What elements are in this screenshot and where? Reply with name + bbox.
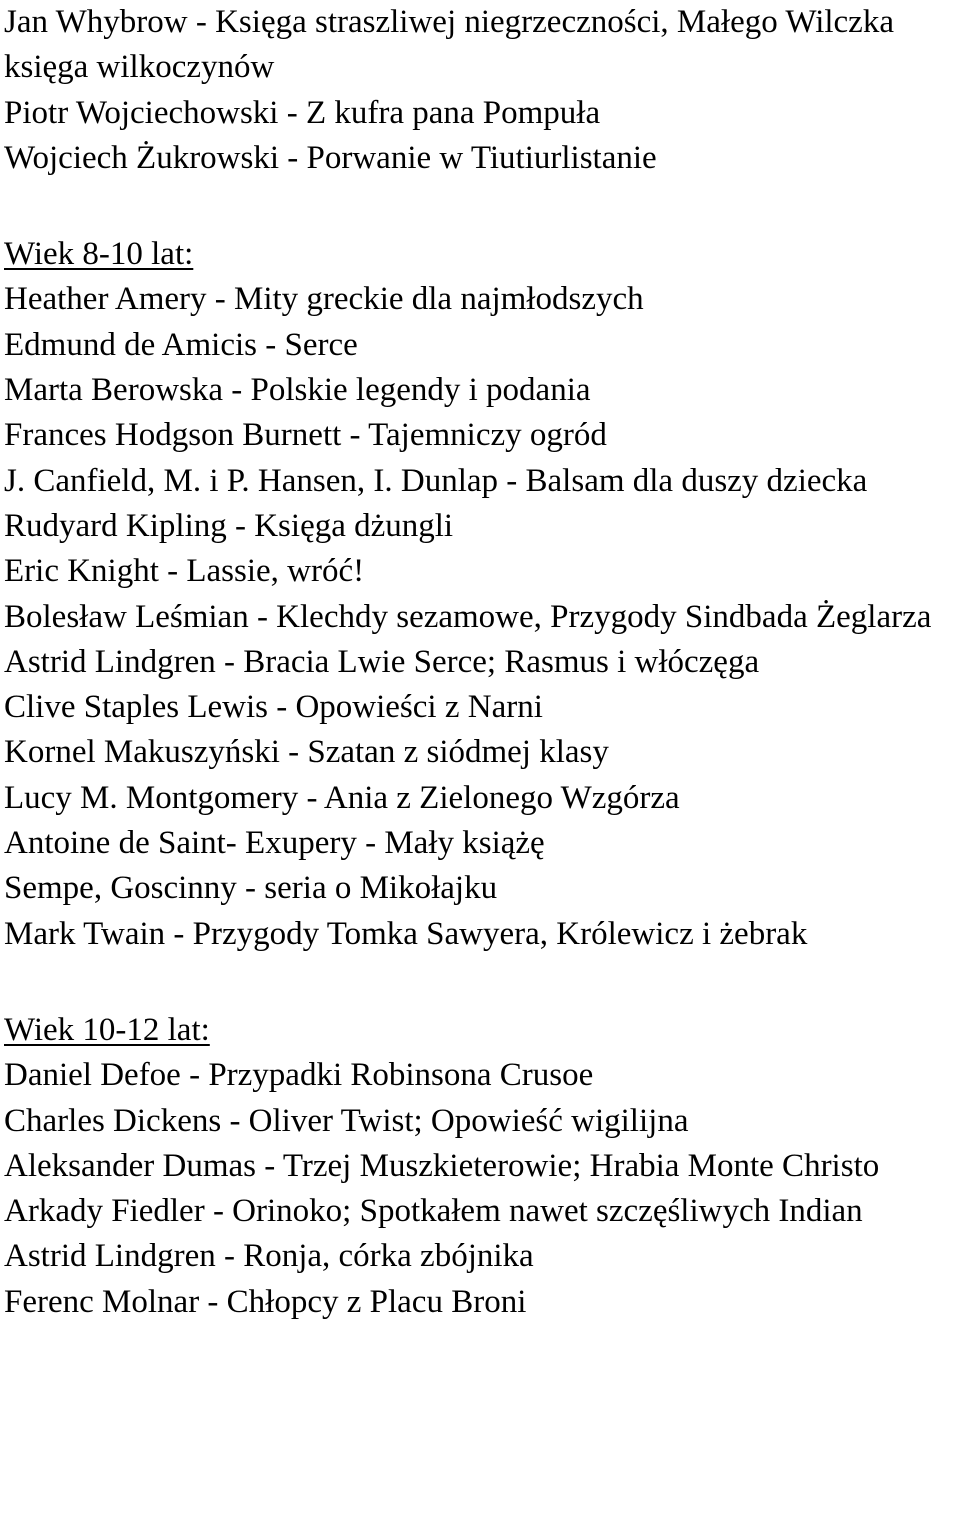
- section-age-10-12: [4, 1008, 956, 1325]
- section-heading: Wiek 8-10 lat:: [4, 236, 194, 273]
- list-item: Astrid Lindgren - Ronja, córka zbójnika: [4, 1238, 534, 1275]
- list-item: Piotr Wojciechowski - Z kufra pana Pompuła: [4, 94, 601, 131]
- list-item: Bolesław Leśmian - Klechdy sezamowe, Przygody Sindbada Żeglarza: [4, 598, 932, 635]
- list-item: Wojciech Żukrowski - Porwanie w Tiutiurlistanie: [4, 139, 657, 176]
- section-age-8-10: [4, 232, 956, 957]
- list-item: Arkady Fiedler - Orinoko; Spotkałem nawet szczęśliwych Indian: [4, 1193, 863, 1230]
- list-item: J. Canfield, M. i P. Hansen, I. Dunlap - Balsam dla duszy dziecka: [4, 462, 868, 499]
- list-item: Aleksander Dumas - Trzej Muszkieterowie; Hrabia Monte Christo: [4, 1147, 880, 1184]
- list-item: Kornel Makuszyński - Szatan z siódmej klasy: [4, 734, 609, 771]
- list-item: Lucy M. Montgomery - Ania z Zielonego Wzgórza: [4, 779, 680, 816]
- list-item: Eric Knight - Lassie, wróć!: [4, 553, 365, 590]
- list-item: Heather Amery - Mity greckie dla najmłodszych: [4, 281, 644, 318]
- list-item: Daniel Defoe - Przypadki Robinsona Crusoe: [4, 1057, 594, 1094]
- list-item: Astrid Lindgren - Bracia Lwie Serce; Rasmus i włóczęga: [4, 643, 760, 680]
- section-heading: Wiek 10-12 lat:: [4, 1011, 210, 1048]
- intro-list: [4, 0, 956, 181]
- list-item: Rudyard Kipling - Księga dżungli: [4, 507, 454, 544]
- list-item: Mark Twain - Przygody Tomka Sawyera, Królewicz i żebrak: [4, 915, 808, 952]
- list-item: Edmund de Amicis - Serce: [4, 326, 358, 363]
- list-item: Ferenc Molnar - Chłopcy z Placu Broni: [4, 1283, 527, 1320]
- list-item: Frances Hodgson Burnett - Tajemniczy ogród: [4, 417, 607, 454]
- list-item: Jan Whybrow - Księga straszliwej niegrzeczności, Małego Wilczka księga wilkoczynów: [4, 4, 894, 86]
- list-item: Clive Staples Lewis - Opowieści z Narni: [4, 689, 543, 726]
- list-item: Charles Dickens - Oliver Twist; Opowieść wigilijna: [4, 1102, 689, 1139]
- list-item: Sempe, Goscinny - seria o Mikołajku: [4, 870, 498, 907]
- list-item: Antoine de Saint- Exupery - Mały książę: [4, 825, 545, 862]
- document-page: [4, 0, 956, 1325]
- list-item: Marta Berowska - Polskie legendy i podania: [4, 372, 591, 409]
